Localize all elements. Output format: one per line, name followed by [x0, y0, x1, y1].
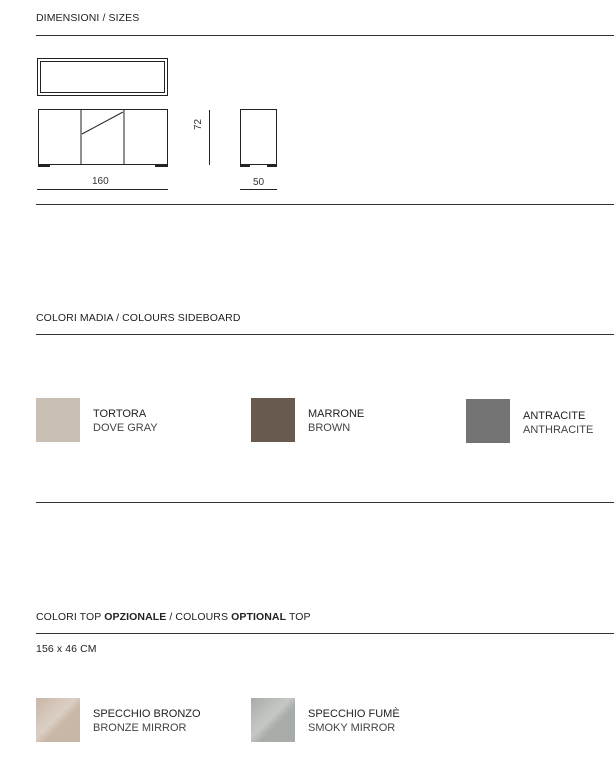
colour-label-antracite — [523, 409, 593, 437]
colour-name-it: MARRONE — [308, 408, 365, 420]
top-view — [38, 59, 168, 96]
divider — [36, 502, 614, 503]
colour-name-it: SPECCHIO FUMÈ — [308, 708, 400, 720]
colour-name-en: BROWN — [308, 422, 351, 434]
colour-label-marrone — [308, 407, 364, 435]
colours-top-heading-bold: OPTIONAL — [231, 611, 287, 623]
side-view — [240, 110, 277, 167]
sizes-heading-en: SIZES — [108, 12, 140, 24]
colour-name-it: ANTRACITE — [523, 410, 586, 422]
colours-top-heading-part: / COLOURS — [166, 611, 232, 623]
divider — [36, 334, 614, 335]
colour-swatch-marrone — [251, 398, 295, 442]
colour-name-it: TORTORA — [93, 408, 147, 420]
colours-top-heading-part: COLORI TOP — [36, 611, 105, 623]
colours-top-heading-part: TOP — [286, 611, 311, 623]
front-view — [38, 110, 168, 167]
colours-top-heading — [36, 611, 311, 623]
colour-swatch-specchio-bronzo — [36, 698, 80, 742]
sizes-heading-sep: / — [99, 12, 109, 24]
colour-name-en: ANTHRACITE — [523, 424, 594, 436]
top-size-label: 156 x 46 CM — [36, 643, 97, 655]
colour-label-specchio-bronzo — [93, 707, 201, 735]
divider — [36, 204, 614, 205]
colour-label-tortora — [93, 407, 158, 435]
divider — [36, 633, 614, 634]
colour-name-en: DOVE GRAY — [93, 422, 158, 434]
colour-swatch-antracite — [466, 399, 510, 443]
depth-label: 50 — [253, 177, 265, 188]
colour-name-en: SMOKY MIRROR — [308, 722, 396, 734]
colours-sideboard-heading-it: COLORI MADIA — [36, 312, 114, 324]
colour-label-specchio-fume — [308, 707, 400, 735]
height-label: 72 — [193, 118, 204, 130]
colours-sideboard-heading — [36, 312, 241, 324]
width-label: 160 — [92, 176, 109, 187]
colour-name-it: SPECCHIO BRONZO — [93, 708, 201, 720]
colour-name-en: BRONZE MIRROR — [93, 722, 187, 734]
colours-sideboard-heading-en: COLOURS SIDEBOARD — [122, 312, 241, 324]
colours-top-heading-bold: OPZIONALE — [104, 611, 167, 623]
sizes-heading-it: DIMENSIONI — [36, 12, 100, 24]
colours-sideboard-heading-sep: / — [113, 312, 123, 324]
colour-swatch-tortora — [36, 398, 80, 442]
colour-swatch-specchio-fume — [251, 698, 295, 742]
